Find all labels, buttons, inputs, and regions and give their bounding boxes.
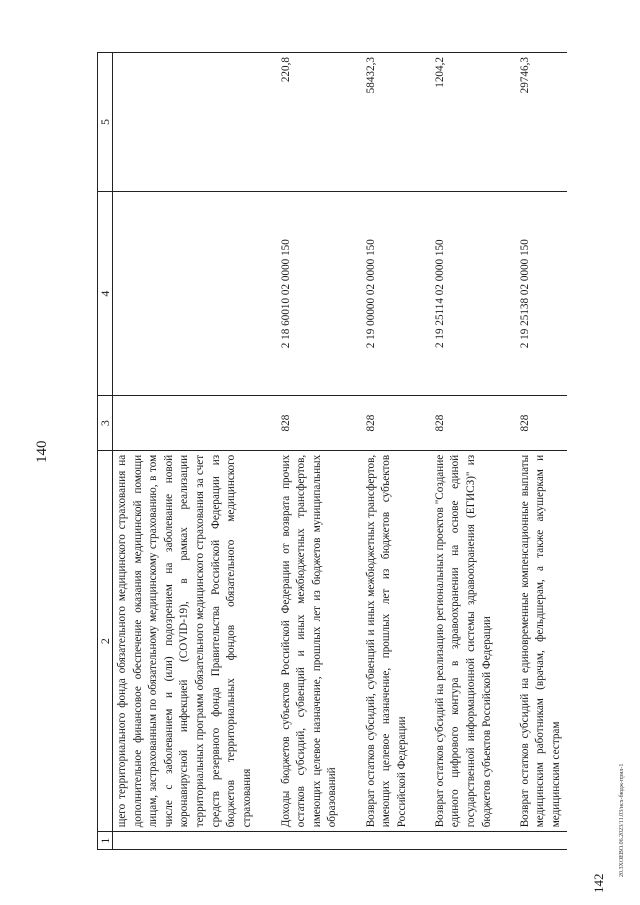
table-row	[113, 53, 259, 850]
budget-table	[97, 52, 567, 850]
row-index-cell	[277, 832, 344, 850]
row-budget-code: 2 19 25138 02 0000 150	[516, 192, 567, 396]
row-budget-code	[113, 192, 259, 396]
row-amount: 1204,2	[431, 53, 498, 192]
row-index-cell	[431, 832, 498, 850]
table-row	[431, 53, 498, 850]
row-amount: 220,8	[277, 53, 344, 192]
header-col-3: 3	[98, 396, 113, 450]
table-row	[362, 53, 413, 850]
document-stamp: 20.3XOEBO.06.2023/11.03/исх-бюдж-прил-1	[619, 763, 625, 877]
row-amount: 58432,3	[362, 53, 413, 192]
header-col-4: 4	[98, 192, 113, 396]
row-description: Возврат остатков субсидий, субвенций и иных межбюджетных трансфертов, имеющих целевое назначение, прошлых лет из бюджетов субъектов Российской Федерации	[362, 450, 413, 831]
row-spacer	[344, 53, 362, 850]
row-budget-code: 2 19 00000 02 0000 150	[362, 192, 413, 396]
row-admin-code: 828	[431, 396, 498, 450]
row-index-cell	[113, 832, 259, 850]
row-description: щего территориального фонда обязательного медицинского страхования на дополнительное финансовое обеспечение оказания медицинской помощи лицам, застрахованным по обязательному медицинскому страхованию, в том числе с заболеванием и (или) подозрением на заболевание новой коронавирусной инфекцией (COVID-19), в рамках реализации территориальных программ обязательного медицинского страхования за счет средств резервного фонда Правительства Российской Федерации из бюджетов территориальных фондов обязательного медицинского страхования	[113, 450, 259, 831]
row-admin-code	[113, 396, 259, 450]
row-spacer	[413, 53, 431, 850]
row-admin-code: 828	[362, 396, 413, 450]
table-row	[516, 53, 567, 850]
row-admin-code: 828	[277, 396, 344, 450]
row-index-cell	[362, 832, 413, 850]
header-col-5: 5	[98, 53, 113, 192]
row-description: Возврат остатков субсидий на реализацию региональных проектов "Создание единого цифрового контура в здравоохранении на основе единой государственной информационной системы здравоохранения (ЕГИСЗ)" из бюджетов субъектов Российской Федерации	[431, 450, 498, 831]
row-description: Доходы бюджетов субъектов Российской Федерации от возврата прочих остатков субсидий, субвенций и иных межбюджетных трансфертов, имеющих целевое назначение, прошлых лет из бюджетов муниципальных образований	[277, 450, 344, 831]
row-amount: 29746,3	[516, 53, 567, 192]
page-number-bottom: 142	[591, 873, 606, 893]
row-amount	[113, 53, 259, 192]
row-index-cell	[516, 832, 567, 850]
page-number-top: 140	[34, 440, 50, 463]
row-budget-code: 2 19 25114 02 0000 150	[431, 192, 498, 396]
header-col-2: 2	[98, 450, 113, 831]
row-admin-code: 828	[516, 396, 567, 450]
row-budget-code: 2 18 60010 02 0000 150	[277, 192, 344, 396]
header-col-1: 1	[98, 832, 113, 850]
table-header-row	[98, 53, 113, 850]
row-spacer	[498, 53, 516, 850]
row-spacer	[259, 53, 277, 850]
row-description: Возврат остатков субсидий на единовременные компенсационные выплаты медицинским работникам (врачам, фельдшерам, а также акушеркам и медицинским сестрам	[516, 450, 567, 831]
table-row	[277, 53, 344, 850]
